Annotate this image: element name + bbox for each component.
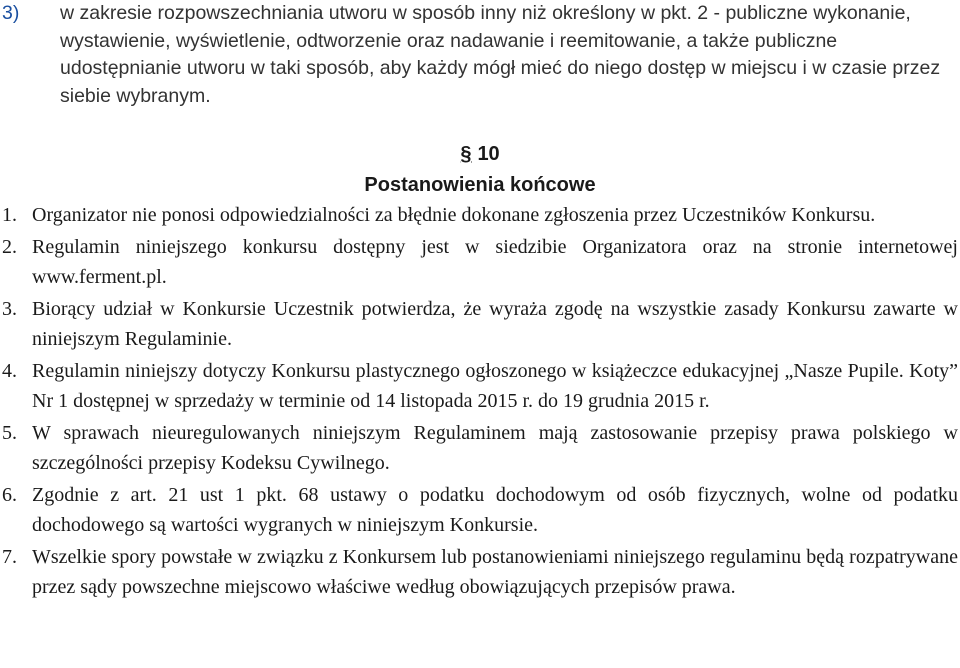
provision-item-6 <box>0 480 958 540</box>
list-item-text: w zakresie rozpowszechniania utworu w sposób inny niż określony w pkt. 2 - publiczne wykonanie, wystawienie, wyświetlenie, odtworzenie oraz nadawanie i reemitowanie, a także publiczne udostępnianie utworu w taki sposób, aby każdy mógł mieć do niego dostęp w miejscu i w czasie przez siebie wybranym. <box>60 2 941 107</box>
list-item-number: 3) <box>2 2 20 24</box>
provision-text: Zgodnie z art. 21 ust 1 pkt. 68 ustawy o podatku dochodowym od osób fizycznych, wolne od podatku dochodowego są wartości wygranych w niniejszym Konkursie. <box>32 484 958 536</box>
provision-text: W sprawach nieuregulowanych niniejszym Regulaminem mają zastosowanie przepisy prawa polskiego w szczególności przepisy Kodeksu Cywilnego. <box>32 422 958 474</box>
provision-item-3 <box>0 294 958 354</box>
provision-number: 5. <box>2 422 17 444</box>
provision-item-1 <box>0 200 958 230</box>
provision-text: Organizator nie ponosi odpowiedzialności za błędnie dokonane zgłoszenia przez Uczestników Konkursu. <box>32 204 876 226</box>
provision-number: 6. <box>2 484 17 506</box>
provision-number: 2. <box>2 236 17 258</box>
provision-number: 4. <box>2 360 17 382</box>
provision-item-7 <box>0 542 958 602</box>
provision-number: 3. <box>2 298 17 320</box>
section-title: Postanowienia końcowe <box>364 174 596 196</box>
provision-item-4 <box>0 356 958 416</box>
provision-item-2 <box>0 232 958 292</box>
provision-text: Wszelkie spory powstałe w związku z Konkursem lub postanowieniami niniejszego regulaminu będą rozpatrywane przez sądy powszechne miejscowo właściwe według obowiązujących przepisów prawa. <box>32 546 958 598</box>
paragraph-symbol: § <box>460 143 472 165</box>
provision-text: Regulamin niniejszy dotyczy Konkursu plastycznego ogłoszonego w książeczce edukacyjnej „Nasze Pupile. Koty” Nr 1 dostępnej w sprzedaży w terminie od 14 listopada 2015 r. do 19 grudnia 2015 r. <box>32 360 958 412</box>
section-number-value: 10 <box>477 143 500 165</box>
provision-text: Biorący udział w Konkursie Uczestnik potwierdza, że wyraża zgodę na wszystkie zasady Konkursu zawarte w niniejszym Regulaminie. <box>32 298 958 350</box>
section-number <box>0 143 960 166</box>
list-item-3-distribution <box>0 0 958 110</box>
provision-text: Regulamin niniejszego konkursu dostępny jest w siedzibie Organizatora oraz na stronie internetowej www.ferment.pl. <box>32 236 958 288</box>
provision-item-5 <box>0 418 958 478</box>
final-provisions-list <box>0 200 958 604</box>
provision-number: 1. <box>2 204 17 226</box>
provision-number: 7. <box>2 546 17 568</box>
